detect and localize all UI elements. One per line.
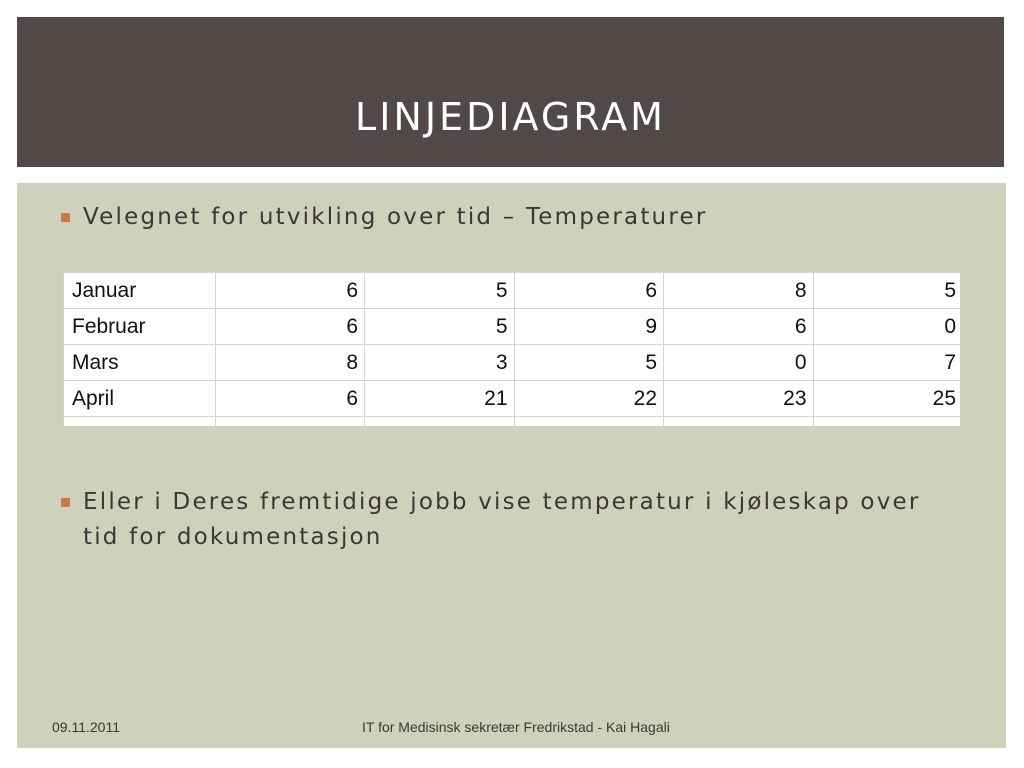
value-cell: 6 <box>215 273 364 309</box>
value-cell: 22 <box>514 381 663 417</box>
table-row <box>64 273 961 309</box>
slide-title: LINJEDIAGRAM <box>355 95 666 139</box>
table-row <box>64 309 961 345</box>
empty-cell <box>664 417 813 427</box>
value-cell: 5 <box>514 345 663 381</box>
content-panel <box>17 183 1006 748</box>
month-cell: Mars <box>64 345 216 381</box>
value-cell: 0 <box>664 345 813 381</box>
temperature-table-image <box>63 272 960 426</box>
title-bar <box>17 17 1004 167</box>
value-cell: 5 <box>365 309 514 345</box>
value-cell: 6 <box>215 381 364 417</box>
value-cell: 8 <box>664 273 813 309</box>
value-cell: 9 <box>514 309 663 345</box>
value-cell: 23 <box>664 381 813 417</box>
value-cell: 6 <box>664 309 813 345</box>
empty-cell <box>365 417 514 427</box>
footer-date: 09.11.2011 <box>52 719 120 735</box>
value-cell: 3 <box>365 345 514 381</box>
temperature-table <box>63 272 960 426</box>
empty-cell <box>514 417 663 427</box>
empty-cell <box>215 417 364 427</box>
month-cell: Januar <box>64 273 216 309</box>
value-cell: 6 <box>215 309 364 345</box>
bullet-text: Eller i Deres fremtidige jobb vise temperatur i kjøleskap over tid for dokumentasjon <box>83 489 921 550</box>
table-row-empty <box>64 417 961 427</box>
bullet-marker-icon <box>61 498 70 507</box>
table-row <box>64 345 961 381</box>
value-cell: 7 <box>813 345 960 381</box>
table-row <box>64 381 961 417</box>
value-cell: 8 <box>215 345 364 381</box>
bullet-marker-icon <box>61 213 70 222</box>
value-cell: 6 <box>514 273 663 309</box>
footer-text: IT for Medisinsk sekretær Fredrikstad - Kai Hagali <box>362 719 670 735</box>
bullet-item <box>61 485 961 555</box>
value-cell: 5 <box>365 273 514 309</box>
bullet-text: Velegnet for utvikling over tid – Temperaturer <box>83 204 708 230</box>
value-cell: 25 <box>813 381 960 417</box>
value-cell: 21 <box>365 381 514 417</box>
value-cell: 5 <box>813 273 960 309</box>
empty-cell <box>813 417 960 427</box>
empty-cell <box>64 417 216 427</box>
month-cell: Februar <box>64 309 216 345</box>
month-cell: April <box>64 381 216 417</box>
bullet-item <box>61 200 708 235</box>
value-cell: 0 <box>813 309 960 345</box>
